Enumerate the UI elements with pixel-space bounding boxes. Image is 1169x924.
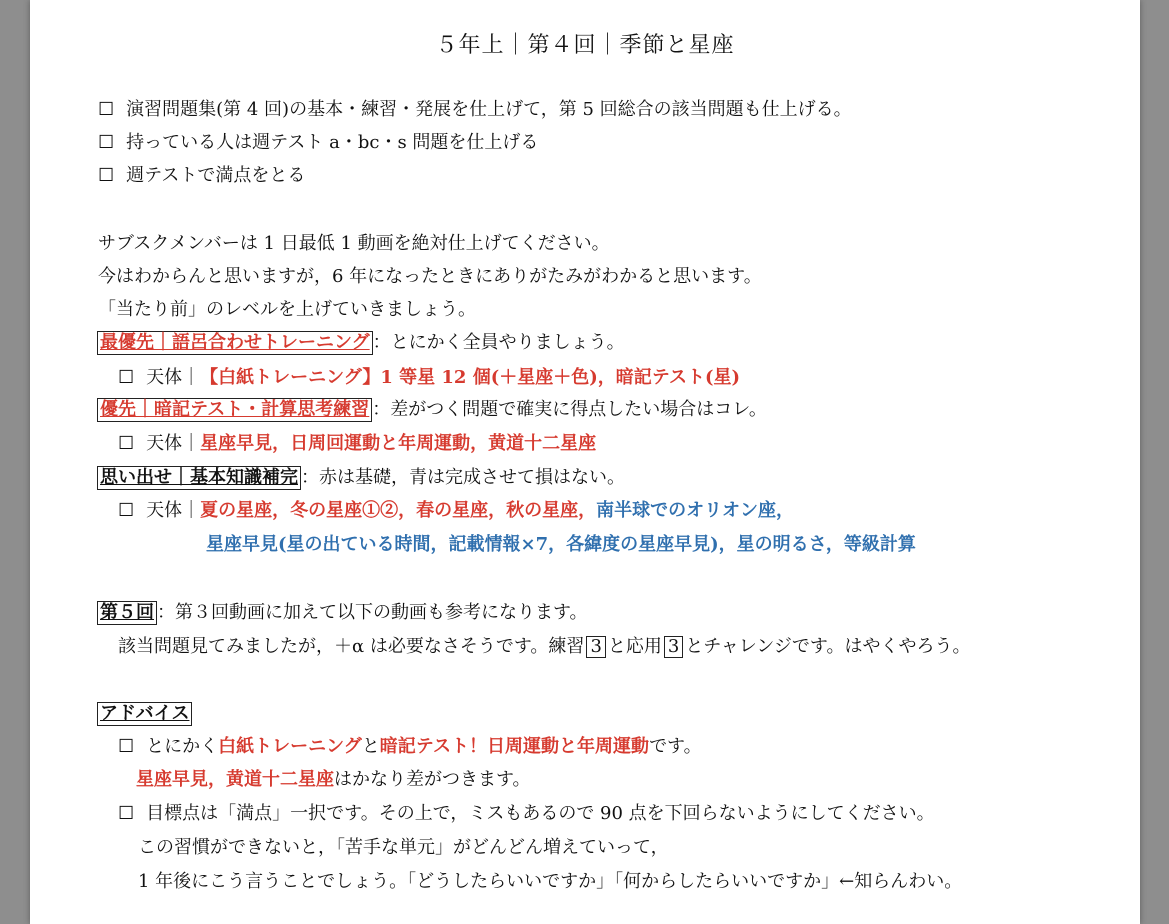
section-heading: アドバイス bbox=[97, 702, 192, 726]
advice-item-continued: 1 年後にこう言うことでしょう。「どうしたらいいですか」「何からしたらいいですか」←知らんわい。 bbox=[138, 871, 963, 892]
checkbox-icon: ☐ bbox=[118, 500, 135, 521]
intro-line: 「当たり前」のレベルを上げていきましょう。 bbox=[98, 299, 476, 320]
section-desc: ：第３回動画に加えて以下の動画も参考になります。 bbox=[157, 602, 588, 623]
advice-item-continued: 星座早見，黄道十二星座はかなり差がつきます。 bbox=[136, 769, 531, 790]
section-priority bbox=[97, 398, 767, 422]
problem-number-box: 3 bbox=[664, 636, 683, 658]
section-desc: ：とにかく全員やりましょう。 bbox=[372, 332, 625, 353]
intro-line: サブスクメンバーは 1 日最低 1 動画を絶対仕上げてください。 bbox=[98, 233, 610, 254]
section-desc: ：赤は基礎，青は完成させて損はない。 bbox=[301, 467, 625, 488]
checklist-item: ☐ 持っている人は週テスト a・bc・s 問題を仕上げる bbox=[98, 132, 539, 153]
page-title: ５年上｜第４回｜季節と星座 bbox=[435, 33, 735, 58]
section-desc: ：差がつく問題で確実に得点したい場合はコレ。 bbox=[372, 399, 767, 420]
advice-item: ☐ 目標点は「満点」一択です。その上で，ミスもあるので 90 点を下回らないようにしてください。 bbox=[118, 803, 935, 824]
section-item: ☐ 天体｜【白紙トレーニング】1 等星 12 個(＋星座＋色)，暗記テスト(星) bbox=[118, 367, 741, 388]
section-priority-top bbox=[97, 331, 625, 355]
section-advice bbox=[97, 702, 192, 726]
advice-item: ☐ とにかく白紙トレーニングと暗記テスト！日周運動と年周運動です。 bbox=[118, 736, 702, 757]
checkbox-icon: ☐ bbox=[118, 803, 135, 824]
checkbox-icon: ☐ bbox=[98, 99, 115, 120]
problem-number-box: 3 bbox=[586, 636, 605, 658]
checkbox-icon: ☐ bbox=[118, 433, 135, 454]
checkbox-icon: ☐ bbox=[98, 165, 115, 186]
document-page bbox=[30, 0, 1140, 924]
section-next-note: 該当問題見てみましたが，＋α は必要なさそうです。練習 3 と応用 3 とチャレンジです。はやくやろう。 bbox=[118, 636, 971, 657]
intro-line: 今はわからんと思いますが，6 年になったときにありがたみがわかると思います。 bbox=[98, 266, 762, 287]
checkbox-icon: ☐ bbox=[118, 367, 135, 388]
advice-item-continued: この習慣ができないと，「苦手な単元」がどんどん増えていって， bbox=[138, 837, 669, 858]
checkbox-icon: ☐ bbox=[98, 132, 115, 153]
section-heading: 優先｜暗記テスト・計算思考練習 bbox=[97, 398, 372, 422]
section-item: ☐ 天体｜夏の星座，冬の星座①②，春の星座，秋の星座，南半球でのオリオン座， bbox=[118, 500, 794, 521]
section-item-continued: 星座早見(星の出ている時間，記載情報×7，各緯度の星座早見)，星の明るさ，等級計算 bbox=[206, 534, 916, 555]
checklist-item: ☐ 演習問題集(第 4 回)の基本・練習・発展を仕上げて，第 5 回総合の該当問題も仕上げる。 bbox=[98, 99, 852, 120]
checkbox-icon: ☐ bbox=[118, 736, 135, 757]
section-heading: 思い出せ｜基本知識補完 bbox=[97, 466, 301, 490]
section-item: ☐ 天体｜星座早見，日周回運動と年周運動，黄道十二星座 bbox=[118, 433, 597, 454]
section-heading: 第５回 bbox=[97, 601, 157, 625]
section-review bbox=[97, 466, 625, 490]
section-heading: 最優先｜語呂合わせトレーニング bbox=[97, 331, 373, 355]
checklist-item: ☐ 週テストで満点をとる bbox=[98, 165, 306, 186]
section-next bbox=[97, 601, 588, 625]
